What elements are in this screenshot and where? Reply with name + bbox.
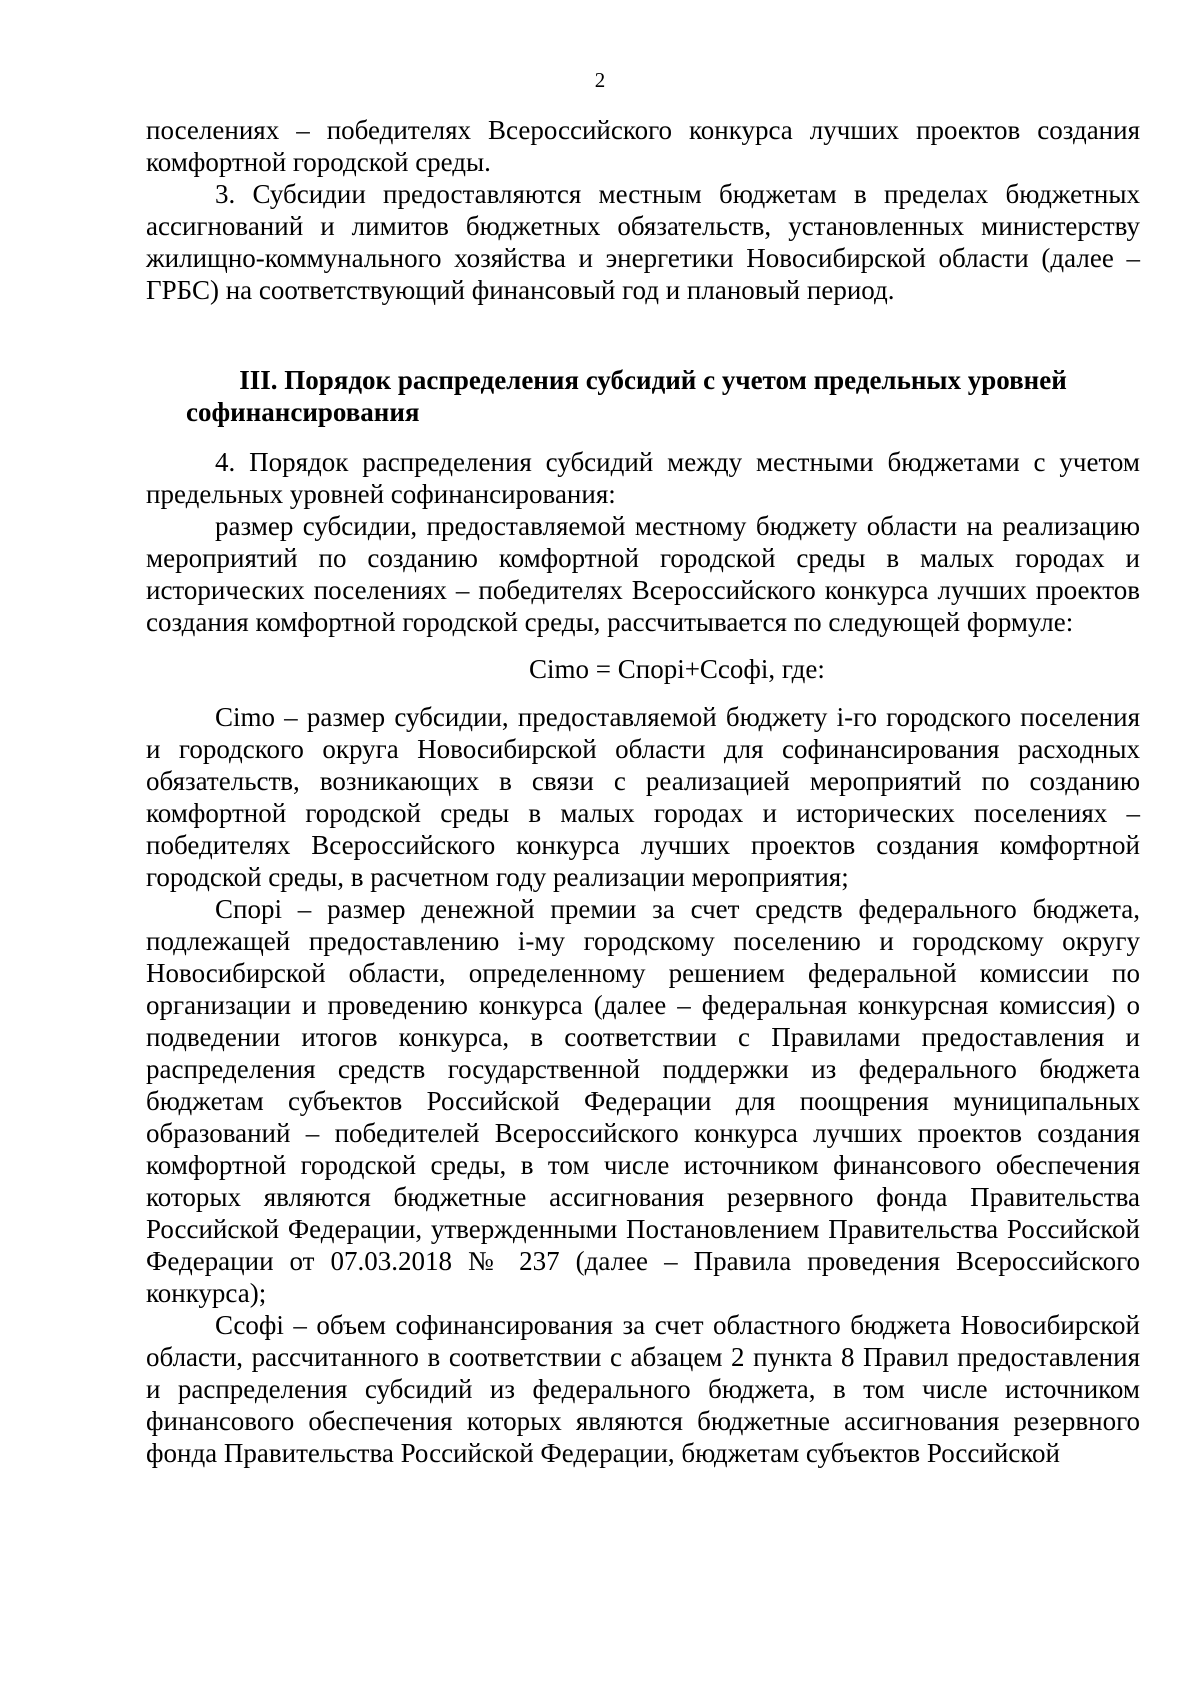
document-body [146, 114, 1140, 1469]
formula: Сimo = Cпорi+Cсофi, где: [529, 654, 825, 684]
paragraph-continued: поселениях – победителях Всероссийского конкурса лучших проектов создания комфортной городской среды. [146, 115, 1140, 177]
definition-cpori: Спорi – размер денежной премии за счет средств федерального бюджета, подлежащей предоставлению i-му городскому поселению и городскому округу Новосибирской области, определенному решением федеральной комиссии по организации и проведению конкурса (далее – федеральная конкурсная комиссия) о подведении итогов конкурса, в соответствии с Правилами предоставления и распределения средств государственной поддержки из федерального бюджета бюджетам субъектов Российской Федерации для поощрения муниципальных образований – победителей Всероссийского конкурса лучших проектов создания комфортной городской среды, в том числе источником финансового обеспечения которых являются бюджетные ассигнования резервного фонда Правительства Российской Федерации, утвержденными Постановлением Правительства Российской Федерации от 07.03.2018 № 237 (далее – Правила проведения Всероссийского конкурса); [146, 894, 1140, 1308]
paragraph-3: 3. Субсидии предоставляются местным бюджетам в пределах бюджетных ассигнований и лимитов бюджетных обязательств, установленных министерству жилищно-коммунального хозяйства и энергетики Новосибирской области (далее – ГРБС) на соответствующий финансовый год и плановый период. [146, 179, 1140, 305]
paragraph-subsidy-size: размер субсидии, предоставляемой местному бюджету области на реализацию мероприятий по созданию комфортной городской среды в малых городах и исторических поселениях – победителях Всероссийского конкурса лучших проектов создания комфортной городской среды, рассчитывается по следующей формуле: [146, 511, 1140, 637]
definition-cimo: Сimo – размер субсидии, предоставляемой бюджету i-го городского поселения и городского округа Новосибирской области для софинансирования расходных обязательств, возникающих в связи с реализацией мероприятий по созданию комфортной городской среды в малых городах и исторических поселениях – победителях Всероссийского конкурса лучших проектов создания комфортной городской среды, в расчетном году реализации мероприятия; [146, 702, 1140, 892]
definition-csofi: Ссофi – объем софинансирования за счет областного бюджета Новосибирской области, рассчитанного в соответствии с абзацем 2 пункта 8 Правил предоставления и распределения субсидий из федерального бюджета, в том числе источником финансового обеспечения которых являются бюджетные ассигнования резервного фонда Правительства Российской Федерации, бюджетам субъектов Российской [146, 1310, 1140, 1468]
page-number: 2 [594, 68, 606, 92]
paragraph-4: 4. Порядок распределения субсидий между местными бюджетами с учетом предельных уровней софинансирования: [146, 447, 1140, 509]
section-heading: III. Порядок распределения субсидий с учетом предельных уровней софинансирования [186, 365, 1067, 427]
